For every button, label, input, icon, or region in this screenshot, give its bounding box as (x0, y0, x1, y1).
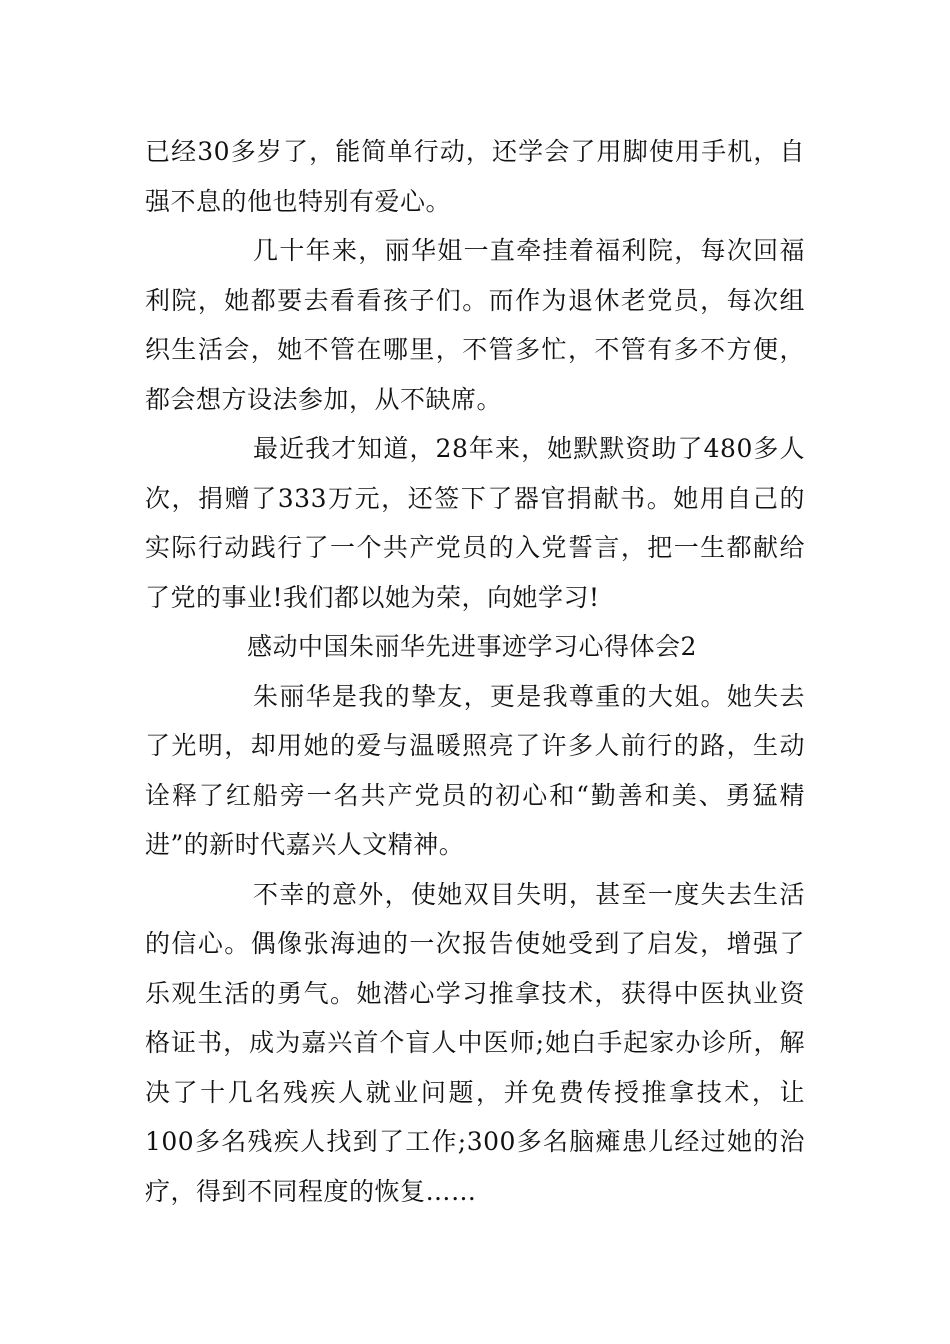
paragraph-orphanage: 几十年来，丽华姐一直牵挂着福利院，每次回福利院，她都要去看看孩子们。而作为退休老党员，每次组织生活会，她不管在哪里，不管多忙，不管有多不方便，都会想方设法参加，从不缺席。 (145, 236, 805, 414)
paragraph-donations: 最近我才知道，28年来，她默默资助了480多人次，捐赠了333万元，还签下了器官捐献书。她用自己的实际行动践行了一个共产党员的入党誓言，把一生都献给了党的事业!我们都以她为荣，向她学习! (145, 434, 805, 612)
paragraph-continuation: 已经30多岁了，能简单行动，还学会了用脚使用手机，自强不息的他也特别有爱心。 (145, 137, 805, 216)
document-body (145, 127, 805, 1216)
paragraph-accident: 不幸的意外，使她双目失明，甚至一度失去生活的信心。偶像张海迪的一次报告使她受到了启发，增强了乐观生活的勇气。她潜心学习推拿技术，获得中医执业资格证书，成为嘉兴首个盲人中医师;她白手起家办诊所，解决了十几名残疾人就业问题，并免费传授推拿技术，让100多名残疾人找到了工作;300多名脑瘫患儿经过她的治疗，得到不同程度的恢复…… (145, 879, 805, 1206)
paragraph-friend: 朱丽华是我的挚友，更是我尊重的大姐。她失去了光明，却用她的爱与温暖照亮了许多人前行的路，生动诠释了红船旁一名共产党员的初心和“勤善和美、勇猛精进”的新时代嘉兴人文精神。 (145, 681, 805, 859)
section-heading: 感动中国朱丽华先进事迹学习心得体会2 (247, 632, 697, 661)
